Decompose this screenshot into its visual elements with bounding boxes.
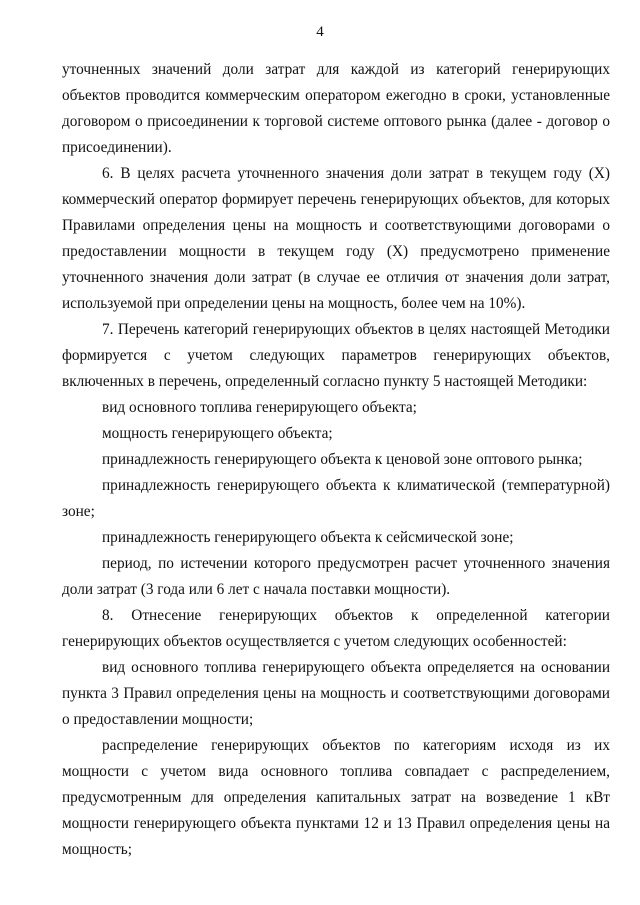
page-number: 4	[316, 24, 324, 40]
list-item-category-distribution: распределение генерирующих объектов по категориям исходя из их мощности с учетом вида основного топлива совпадает с распределением, предусмотренным для определения капитальных затрат на возведение 1 кВт мощности генерирующего объекта пунктами 12 и 13 Правил определения цены на мощность;	[62, 737, 610, 858]
document-body	[62, 57, 610, 863]
list-item-capacity: мощность генерирующего объекта;	[102, 425, 333, 442]
paragraph-item-8: 8. Отнесение генерирующих объектов к определенной категории генерирующих объектов осуществляется с учетом следующих особенностей:	[62, 607, 610, 650]
paragraph-item-7: 7. Перечень категорий генерирующих объектов в целях настоящей Методики формируется с учетом следующих параметров генерирующих объектов, включенных в перечень, определенный согласно пункту 5 настоящей Методики:	[62, 321, 610, 390]
paragraph-item-6: 6. В целях расчета уточненного значения доли затрат в текущем году (X) коммерческий оператор формирует перечень генерирующих объектов, для которых Правилами определения цены на мощность и соответствующими договорами о предоставлении мощности в текущем году (X) предусмотрено применение уточненного значения доли затрат (в случае ее отличия от значения доли затрат, используемой при определении цены на мощность, более чем на 10%).	[62, 165, 610, 312]
list-item-price-zone: принадлежность генерирующего объекта к ценовой зоне оптового рынка;	[102, 451, 583, 468]
list-item-seismic-zone: принадлежность генерирующего объекта к сейсмической зоне;	[102, 529, 514, 546]
list-item-climate-zone: принадлежность генерирующего объекта к климатической (температурной) зоне;	[62, 477, 610, 520]
list-item-fuel-determination: вид основного топлива генерирующего объекта определяется на основании пункта 3 Правил определения цены на мощность и соответствующими договорами о предоставлении мощности;	[62, 659, 610, 728]
list-item-fuel-type: вид основного топлива генерирующего объекта;	[102, 399, 417, 416]
paragraph-continuation: уточненных значений доли затрат для каждой из категорий генерирующих объектов проводится коммерческим оператором ежегодно в сроки, установленные договором о присоединении к торговой системе оптового рынка (далее - договор о присоединении).	[62, 61, 610, 156]
list-item-period: период, по истечении которого предусмотрен расчет уточненного значения доли затрат (3 года или 6 лет с начала поставки мощности).	[62, 555, 610, 598]
